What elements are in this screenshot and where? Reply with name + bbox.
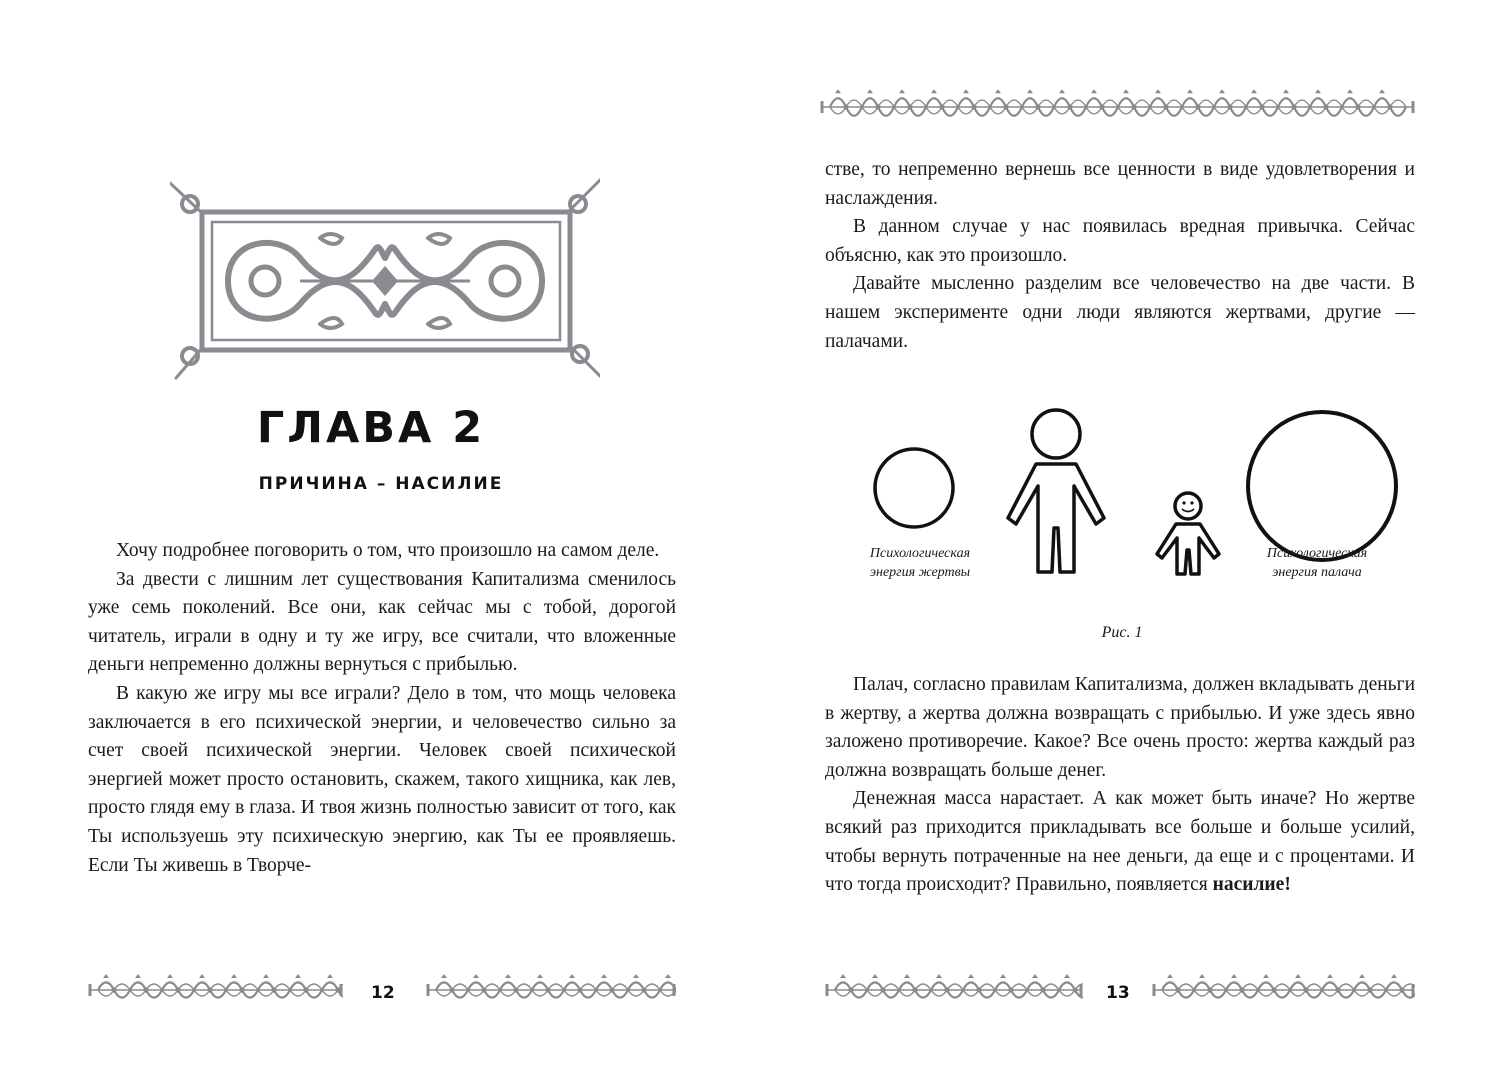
- small-person-body: [1157, 524, 1219, 574]
- executioner-energy-circle: [1248, 412, 1396, 560]
- caption-executioner: Психологическая энергия палача: [1266, 546, 1368, 580]
- header-ornament: [820, 84, 1415, 130]
- right-page: [742, 0, 1485, 1080]
- paragraph: стве, то непременно вернешь все ценности в виде удовлетворения и наслаждения.: [825, 159, 1415, 209]
- tall-person-body: [1008, 464, 1104, 572]
- footer-ornament-left: [88, 970, 343, 1010]
- victim-energy-circle: [875, 449, 953, 527]
- emphasis-word: насилие!: [1212, 874, 1291, 896]
- paragraph-text: Денежная масса нарастает. А как может быть иначе? Но жертве всякий раз приходится прикладывать все больше и больше усилий, чтобы вернуть потраченные на нее деньги, да еще и с процентами. И что тогда происходит? Правильно, появляется: [825, 788, 1415, 896]
- footer-ornament-left: [825, 970, 1083, 1010]
- smiley-face: [1182, 501, 1194, 511]
- paragraph: [825, 785, 1415, 899]
- footer-ornament-right: [426, 970, 676, 1010]
- chapter-title: ГЛАВА 2: [256, 403, 486, 453]
- paragraph: За двести с лишним лет существования Капитализма сменилось уже семь поколений. Все они, как сейчас мы с тобой, дорогой читатель, играли в одну и ту же игру, все считали, что вложенные деньги непременно должны вернуться с прибылью.: [88, 568, 676, 676]
- tall-person-head: [1032, 410, 1080, 458]
- footer-ornament-right: [1152, 970, 1415, 1010]
- figure-label: Рис. 1: [1101, 624, 1143, 641]
- figure-1: [842, 400, 1402, 650]
- right-body-text-bottom: [825, 671, 1415, 900]
- small-person-head: [1175, 493, 1201, 519]
- page-number: 13: [1106, 983, 1130, 1003]
- chapter-ornament-frame: [170, 178, 600, 383]
- caption-victim: Психологическая энергия жертвы: [869, 546, 971, 580]
- paragraph: Хочу подробнее поговорить о том, что произошло на самом деле.: [116, 540, 660, 561]
- left-body-text: [88, 537, 676, 880]
- right-body-text-top: [825, 156, 1415, 356]
- paragraph: Палач, согласно правилам Капитализма, должен вкладывать деньги в жертву, а жертва должна возвращать с прибылью. И уже здесь явно заложено противоречие. Какое? Все очень просто: жертва каждый раз должна возвращать больше денег.: [825, 674, 1415, 781]
- paragraph: В какую же игру мы все играли? Дело в том, что мощь человека заключается в его психической энергии, и человечество сильно за счет своей психической энергии. Человек своей психической энергией может просто остановить, скажем, такого хищника, как лев, просто глядя ему в глаза. И твоя жизнь полностью зависит от того, как Ты используешь эту психическую энергию, как Ты ее проявляешь. Если Ты живешь в Творче-: [88, 682, 676, 876]
- chapter-subtitle: ПРИЧИНА – НАСИЛИЕ: [258, 474, 504, 494]
- paragraph: В данном случае у нас появилась вредная привычка. Сейчас объясню, как это произошло.: [825, 216, 1415, 266]
- page-number: 12: [371, 983, 395, 1003]
- paragraph: Давайте мысленно разделим все человечество на две части. В нашем эксперименте одни люди являются жертвами, другие — палачами.: [825, 273, 1415, 352]
- left-page: [0, 0, 742, 1080]
